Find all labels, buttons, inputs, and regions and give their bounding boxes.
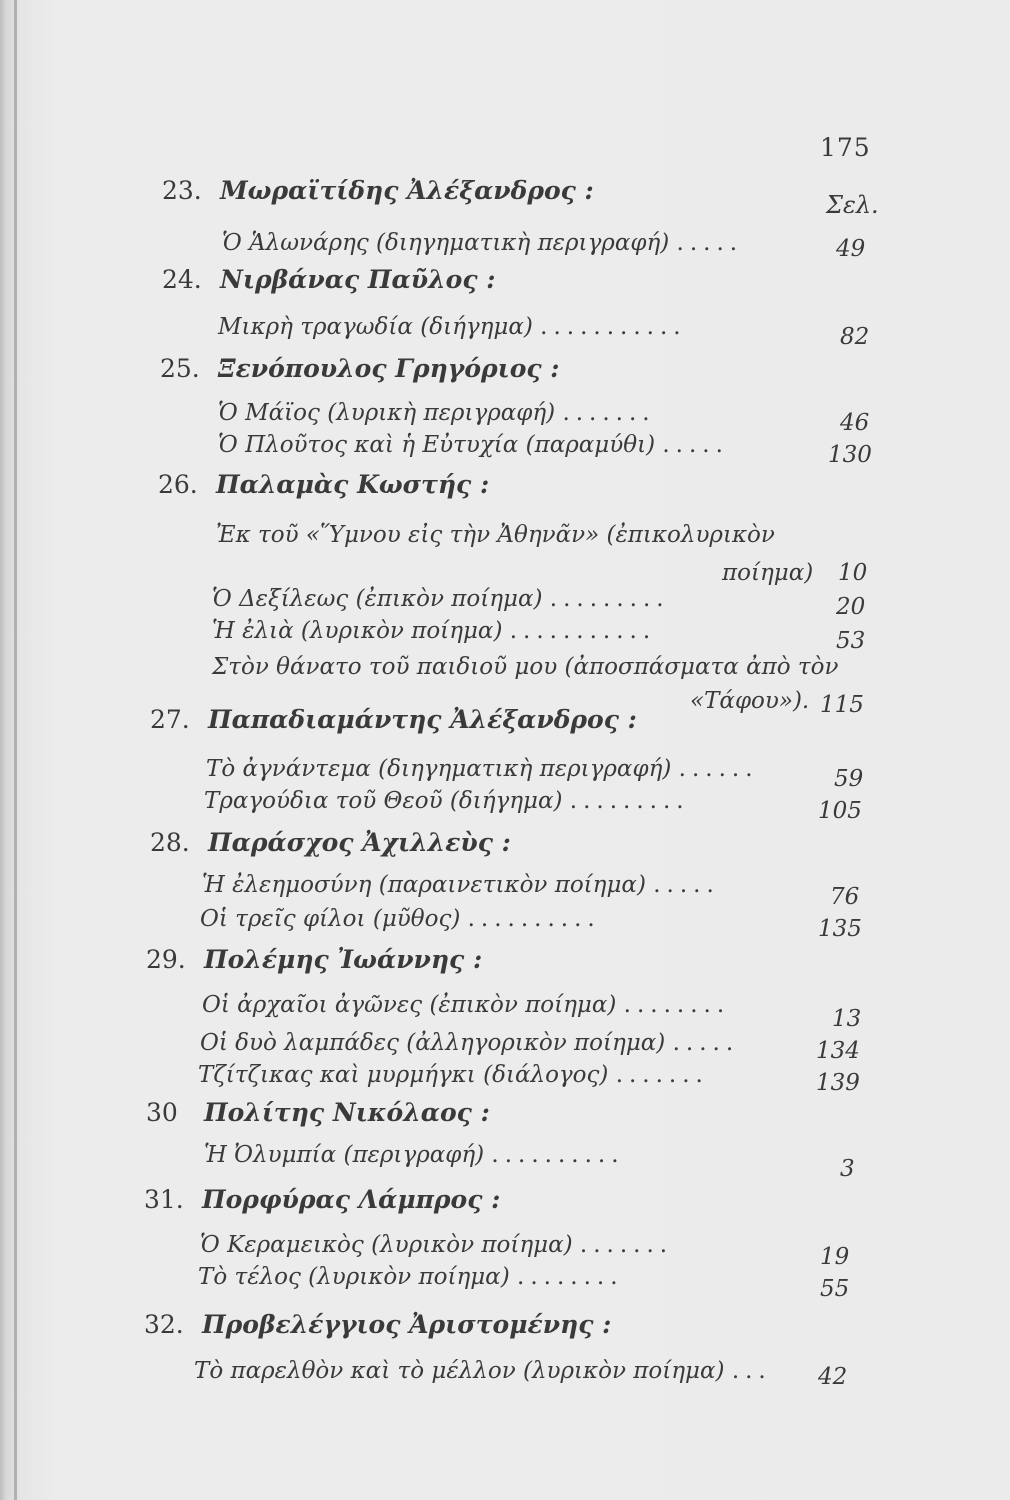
toc-entry (202, 992, 730, 1018)
entry-page: 53 (836, 628, 866, 654)
author-heading (144, 1185, 500, 1214)
entry-title: Τὸ παρελθὸν καὶ τὸ μέλλον (λυρικὸν ποίημα) (194, 1358, 725, 1384)
entry-page: 105 (818, 798, 862, 824)
author-number: 24. (162, 265, 202, 294)
author-heading (162, 176, 594, 205)
author-heading (150, 705, 637, 734)
dot-leader: ... (731, 1358, 772, 1384)
author-heading (146, 1098, 490, 1127)
dot-leader: ..... (662, 432, 729, 458)
toc-entry (222, 230, 743, 256)
dot-leader: ..... (676, 230, 744, 256)
author-name: Νιρβάνας Παῦλος : (220, 265, 496, 294)
author-number: 29. (146, 945, 186, 974)
toc-entry (204, 1142, 625, 1168)
entry-title: Οἱ τρεῖς φίλοι (μῦθος) (200, 906, 461, 932)
dot-leader: ......... (569, 788, 690, 814)
author-heading (162, 265, 496, 294)
author-heading (146, 945, 482, 974)
author-number: 25. (160, 354, 200, 383)
dot-leader: ........... (540, 314, 687, 340)
entry-title: Ἡ ἐλεημοσύνη (παραινετικὸν ποίημα) (202, 872, 646, 898)
dot-leader: ..... (672, 1030, 740, 1056)
dot-leader: ....... (615, 1062, 709, 1088)
entry-title: Μικρὴ τραγωδία (διήγημα) (218, 314, 533, 340)
author-heading (150, 828, 511, 857)
author-name: Πολίτης Νικόλαος : (204, 1098, 490, 1127)
author-heading (160, 354, 560, 383)
entry-page: 55 (820, 1276, 850, 1302)
toc-entry-continuation (690, 688, 809, 714)
entry-page: 59 (834, 766, 864, 792)
page-number: 175 (820, 133, 871, 162)
page-column-label: Σελ. (826, 191, 879, 219)
author-number: 31. (144, 1185, 184, 1214)
entry-title: Ὁ Δεξίλεως (ἐπικὸν ποίημα) (212, 586, 543, 612)
entry-page: 3 (840, 1156, 855, 1182)
entry-title: Τὸ τέλος (λυρικὸν ποίημα) (198, 1264, 510, 1290)
toc-entry-continuation (722, 560, 813, 586)
dot-leader: .......... (467, 906, 601, 932)
dot-leader: ......... (549, 586, 670, 612)
author-number: 28. (150, 828, 190, 857)
entry-page: 10 (838, 560, 868, 586)
dot-leader: ........... (509, 618, 657, 644)
dot-leader: ........ (623, 992, 731, 1018)
author-name: Παράσχος Ἀχιλλεὺς : (208, 828, 511, 857)
entry-page: 139 (816, 1070, 860, 1096)
author-number: 26. (158, 470, 198, 499)
author-name: Παπαδιαμάντης Ἀλέξανδρος : (208, 705, 637, 734)
toc-entry (202, 872, 720, 898)
entry-title: Ἐκ τοῦ «Ὕμνου εἰς τὴν Ἀθηνᾶν» (ἐπικολυρικὸν (216, 522, 775, 548)
dot-leader: ....... (562, 400, 656, 426)
author-heading (158, 470, 489, 499)
dot-leader: .......... (491, 1142, 625, 1168)
author-name: Πολέμης Ἰωάννης : (204, 945, 483, 974)
author-name: Ξενόπουλος Γρηγόριος : (218, 354, 560, 383)
toc-entry (212, 618, 656, 644)
entry-page: 82 (840, 324, 870, 350)
dot-leader: ........ (517, 1264, 624, 1290)
entry-page: 130 (828, 442, 872, 468)
toc-entry (198, 1264, 624, 1290)
entry-title: Ὁ Ἁλωνάρης (διηγηματικὴ περιγραφή) (222, 230, 670, 256)
entry-page: 134 (816, 1038, 860, 1064)
author-name: Παλαμὰς Κωστής : (216, 470, 490, 499)
entry-title: Ὁ Πλοῦτος καὶ ἡ Εὐτυχία (παραμύθι) (218, 432, 656, 458)
author-heading (144, 1310, 611, 1339)
entry-page: 135 (818, 916, 862, 942)
entry-page: 42 (818, 1364, 848, 1390)
toc-entry (194, 1358, 772, 1384)
toc-entry (200, 906, 601, 932)
entry-title: Στὸν θάνατο τοῦ παιδιοῦ μου (ἀποσπάσματα ἀπὸ τὸν (212, 654, 839, 680)
entry-page: 46 (840, 410, 870, 436)
toc-entry (200, 1030, 739, 1056)
toc-entry (218, 400, 656, 426)
entry-page: 19 (820, 1244, 850, 1270)
dot-leader: ...... (678, 756, 759, 782)
author-number: 30 (146, 1098, 178, 1127)
author-name: Μωραϊτίδης Ἀλέξανδρος : (220, 176, 594, 205)
toc-entry (216, 522, 775, 548)
author-number: 32. (144, 1310, 184, 1339)
toc-entry (198, 1062, 709, 1088)
toc-entry (204, 788, 690, 814)
author-number: 23. (162, 176, 202, 205)
entry-title: Ὁ Κεραμεικὸς (λυρικὸν ποίημα) (200, 1232, 573, 1258)
dot-leader: ..... (653, 872, 720, 898)
entry-title: Ὁ Μάϊος (λυρικὴ περιγραφή) (218, 400, 556, 426)
toc-entry (212, 654, 838, 680)
author-number: 27. (150, 705, 190, 734)
entry-page: 115 (820, 692, 864, 718)
entry-page: 13 (832, 1006, 862, 1032)
entry-title: Οἱ ἀρχαῖοι ἀγῶνες (ἐπικὸν ποίημα) (202, 992, 617, 1018)
entry-title: Οἱ δυὸ λαμπάδες (ἀλληγορικὸν ποίημα) (200, 1030, 666, 1056)
toc-entry (218, 432, 729, 458)
entry-title: ποίημα) (722, 560, 814, 586)
dot-leader: ....... (579, 1232, 674, 1258)
toc-entry (200, 1232, 673, 1258)
entry-title: Τὸ ἀγνάντεμα (διηγηματικὴ περιγραφή) (206, 756, 672, 782)
entry-page: 49 (836, 236, 866, 262)
author-name: Προβελέγγιος Ἀριστομένης : (202, 1310, 612, 1339)
toc-entry (206, 756, 759, 782)
entry-title: Τραγούδια τοῦ Θεοῦ (διήγημα) (204, 788, 563, 814)
entry-title: «Τάφου»). (690, 688, 810, 714)
toc-entry (218, 314, 687, 340)
entry-page: 76 (830, 884, 860, 910)
entry-page: 20 (836, 594, 866, 620)
author-name: Πορφύρας Λάμπρος : (202, 1185, 501, 1214)
entry-title: Ἡ Ὀλυμπία (περιγραφή) (204, 1142, 485, 1168)
toc-entry (212, 586, 670, 612)
entry-title: Τζίτζικας καὶ μυρμήγκι (διάλογος) (198, 1062, 609, 1088)
entry-title: Ἡ ἐλιὰ (λυρικὸν ποίημα) (212, 618, 503, 644)
